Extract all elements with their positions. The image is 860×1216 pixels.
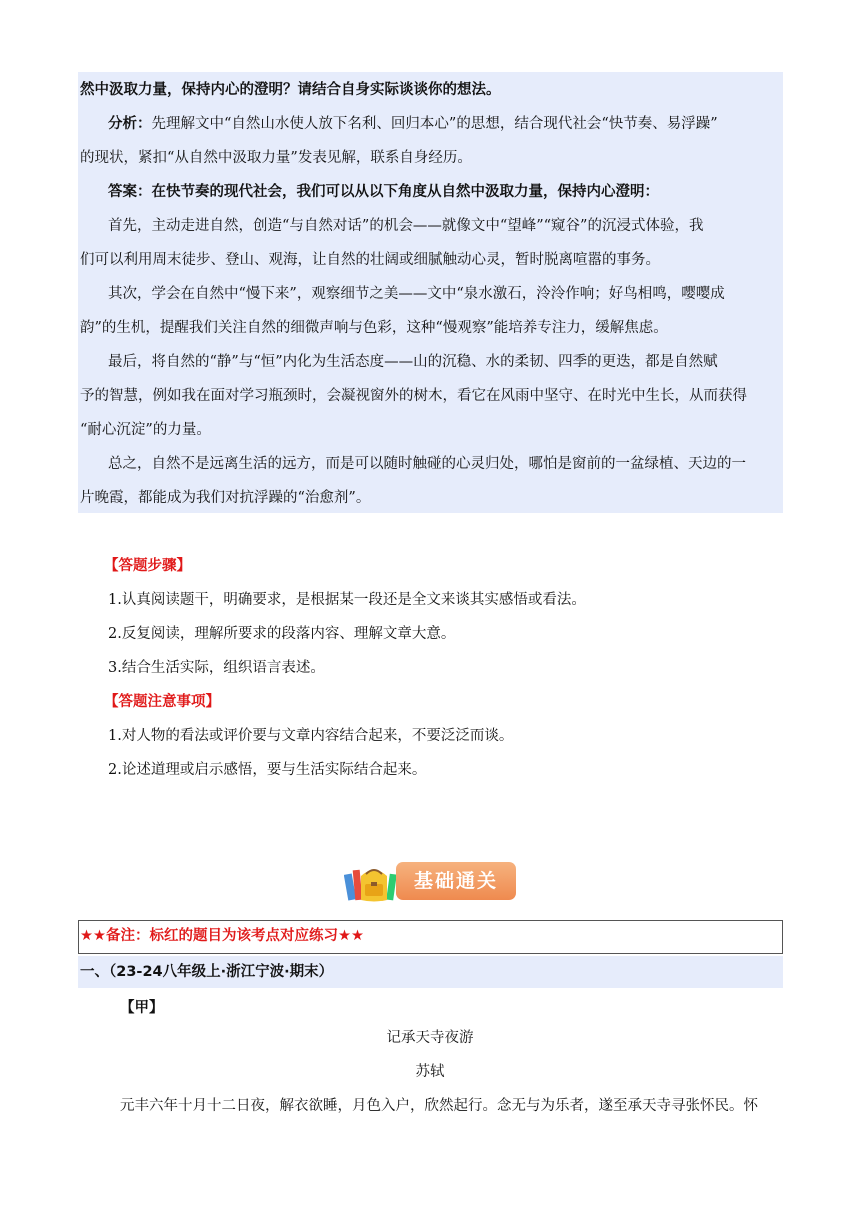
answer-p1-line-2: 们可以利用周末徒步、登山、观海，让自然的壮阔或细腻触动心灵，暂时脱离喧嚣的事务。 — [80, 252, 660, 268]
answer-p2-line-1: 其次，学会在自然中“慢下来”，观察细节之美——文中“泉水激石，泠泠作响；好鸟相鸣，嘤嘤成 — [108, 286, 725, 302]
analysis-label: 分析： — [108, 116, 152, 132]
note-item: 1.对人物的看法或评价要与文章内容结合起来，不要泛泛而谈。 — [108, 728, 514, 744]
steps-title: 【答题步骤】 — [104, 558, 191, 574]
step-item: 3.结合生活实际，组织语言表述。 — [108, 660, 325, 676]
answer-p3-line-2: 予的智慧，例如我在面对学习瓶颈时，会凝视窗外的树木，看它在风雨中坚守、在时光中生长，从而获得 — [80, 388, 747, 404]
question-header: 一、（23-24八年级上·浙江宁波·期末） — [80, 964, 334, 980]
analysis-text-1: 先理解文中“自然山水使人放下名利、回归本心”的思想，结合现代社会“快节奏、易浮躁” — [151, 116, 718, 132]
analysis-line-2: 的现状，紧扣“从自然中汲取力量”发表见解，联系自身经历。 — [80, 150, 472, 166]
banner-title: 基础通关 — [396, 862, 516, 900]
answer-p1-line-1: 首先，主动走进自然，创造“与自然对话”的机会——就像文中“望峰”“窥谷”的沉浸式体验，我 — [108, 218, 704, 234]
remark-text: ★★备注：标红的题目为该考点对应练习★★ — [80, 928, 364, 944]
question-tail: 然中汲取力量，保持内心的澄明？请结合自身实际谈谈你的想法。 — [80, 82, 501, 98]
section-banner — [344, 860, 518, 904]
step-item: 1.认真阅读题干，明确要求，是根据某一段还是全文来谈其实感悟或看法。 — [108, 592, 586, 608]
answer-p2-line-2: 韵”的生机，提醒我们关注自然的细微声响与色彩，这种“慢观察”能培养专注力，缓解焦虑。 — [80, 320, 668, 336]
poem-author: 苏轼 — [415, 1064, 445, 1080]
classical-text-line: 元丰六年十月十二日夜，解衣欲睡，月色入户，欣然起行。念无与为乐者，遂至承天寺寻张怀民。怀 — [120, 1098, 758, 1114]
answer-p4-line-1: 总之，自然不是远离生活的远方，而是可以随时触碰的心灵归处，哪怕是窗前的一盆绿植、天边的一 — [108, 456, 746, 472]
answer-p3-line-3: “耐心沉淀”的力量。 — [80, 422, 211, 438]
poem-title: 记承天寺夜游 — [386, 1030, 474, 1046]
answer-p3-line-1: 最后，将自然的“静”与“恒”内化为生活态度——山的沉稳、水的柔韧、四季的更迭，都是自然赋 — [108, 354, 718, 370]
answer-p4-line-2: 片晚霞，都能成为我们对抗浮躁的“治愈剂”。 — [80, 490, 371, 506]
notes-title: 【答题注意事项】 — [104, 694, 220, 710]
analysis-line-1 — [108, 114, 718, 134]
school-bag-icon — [344, 860, 400, 904]
part-label: 【甲】 — [120, 1000, 164, 1016]
step-item: 2.反复阅读，理解所要求的段落内容、理解文章大意。 — [108, 626, 456, 642]
answer-intro: 答案：在快节奏的现代社会，我们可以从以下角度从自然中汲取力量，保持内心澄明： — [108, 184, 659, 200]
note-item: 2.论述道理或启示感悟，要与生活实际结合起来。 — [108, 762, 427, 778]
